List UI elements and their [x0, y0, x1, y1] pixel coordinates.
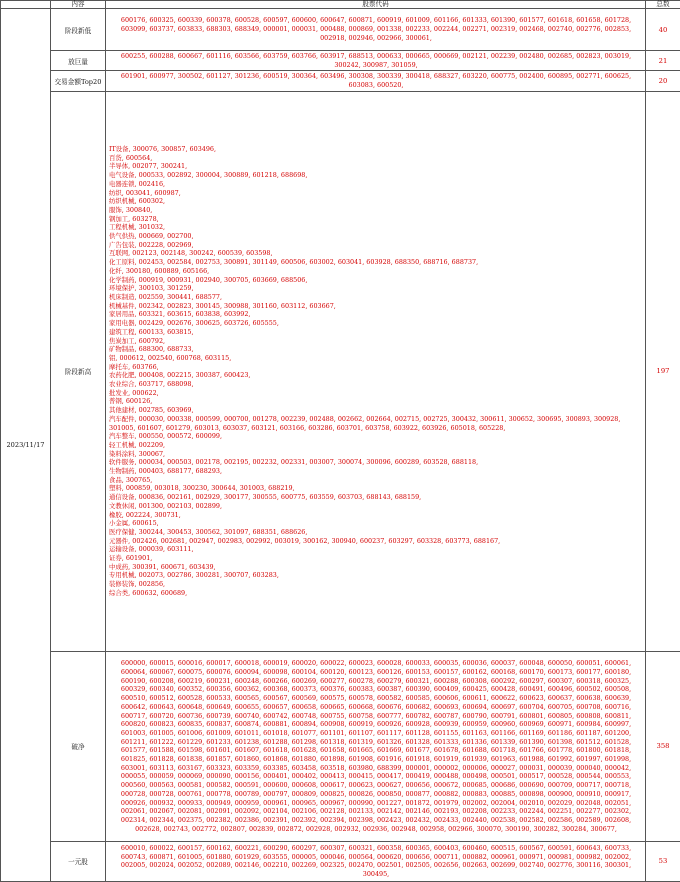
sector-name: 广告包装,	[109, 241, 139, 249]
sector-codes: 600564,	[126, 154, 152, 162]
sector-codes: 002856,	[139, 580, 165, 588]
sector-codes: 000403, 688177, 688293,	[139, 467, 222, 475]
sector-name: 农业综合,	[109, 380, 139, 388]
sector-codes: 002429, 002676, 300625, 603726, 605555,	[139, 319, 279, 327]
sector-entry	[109, 554, 643, 563]
sector-codes: 002453, 002584, 002753, 300891, 301149, 600506, 603002, 603041, 603928, 688350, 688716, 688737,	[139, 258, 478, 266]
sector-codes: 000859, 003018, 300230, 300644, 301003, 688219,	[126, 484, 295, 492]
category-label: 破净	[51, 651, 106, 841]
sector-codes: 600792,	[139, 337, 165, 345]
sector-entry	[109, 223, 643, 232]
sector-codes: 000039, 603111,	[139, 545, 194, 553]
sector-name: 装修装饰,	[109, 580, 139, 588]
sector-entry	[109, 589, 643, 598]
sector-entry	[109, 284, 643, 293]
sector-entry	[109, 415, 643, 432]
sector-name: 普钢,	[109, 397, 126, 405]
sector-entry	[109, 249, 643, 258]
sector-name: 铝,	[109, 354, 119, 362]
sector-name: 综合类,	[109, 589, 132, 597]
sector-name: 建筑工程,	[109, 328, 139, 336]
header-category: 内容	[51, 1, 106, 9]
sector-codes: 000612, 002540, 600768, 603115,	[119, 354, 231, 362]
sector-codes: 300765,	[126, 476, 152, 484]
sector-codes: 000533, 002892, 300004, 300889, 601218, 688698,	[139, 171, 308, 179]
sector-entry	[109, 293, 643, 302]
category-label: 阶段新高	[51, 91, 106, 651]
sector-entry	[109, 310, 643, 319]
sector-entry	[109, 397, 643, 406]
sector-name: 电气设备,	[109, 171, 139, 179]
sector-name: 环境保护,	[109, 284, 139, 292]
sector-codes: 600615,	[132, 519, 158, 527]
sector-name: 工程机械,	[109, 223, 139, 231]
header-date	[1, 1, 51, 9]
sector-codes: 300067,	[139, 450, 165, 458]
sector-codes: 000919, 000931, 002940, 300705, 603669, 688506,	[139, 276, 308, 284]
sector-entry	[109, 580, 643, 589]
sector-entry	[109, 545, 643, 554]
sector-entry	[109, 467, 643, 476]
total-count: 21	[646, 51, 680, 71]
header-codes: 股票代码	[106, 1, 646, 9]
sector-entry	[109, 354, 643, 363]
sector-name: 塑料,	[109, 484, 126, 492]
sector-codes: 000669, 002700,	[139, 232, 194, 240]
sector-name: 纺织机械,	[109, 197, 139, 205]
sector-name: 小金属,	[109, 519, 132, 527]
sector-codes: 002123, 002148, 300242, 600539, 603598,	[132, 249, 272, 257]
sector-name: 运输设备,	[109, 545, 139, 553]
sector-entry	[109, 371, 643, 380]
category-label: 阶段新低	[51, 9, 106, 51]
sector-codes: 300244, 300453, 300562, 301097, 688351, 688626,	[139, 528, 308, 536]
sector-codes: 600126,	[126, 397, 152, 405]
sector-name: 轻工机械,	[109, 441, 139, 449]
sector-entry	[109, 363, 643, 372]
sector-codes: 600133, 603815,	[139, 328, 194, 336]
table-row	[1, 91, 680, 651]
sector-name: 通信设备,	[109, 493, 139, 501]
sector-entry	[109, 319, 643, 328]
sector-entry	[109, 328, 643, 337]
sector-name: 橡胶,	[109, 511, 126, 519]
sector-name: 元器件,	[109, 537, 132, 545]
stock-codes: 600176, 600325, 600339, 600378, 600528, 600597, 600600, 600647, 600871, 600919, 601009, 601166, 601333, 601390, 601577, 601618, 601658, 601728, 603099, 603737, 603833, 688303, 688349, 000001, 000031, 000488, 000869, 001338, 002233, 002244, 002271, 002319, 002468, 002740, 002776, 002853, 002918, 002946, 002966, 300061,	[106, 9, 646, 51]
sector-entry	[109, 441, 643, 450]
sector-name: 家居用品,	[109, 310, 139, 318]
table-row	[1, 651, 680, 841]
sector-name: 百货,	[109, 154, 126, 162]
sector-name: 软件服务,	[109, 458, 139, 466]
total-count: 358	[646, 651, 680, 841]
sector-name: 矿物制品,	[109, 345, 139, 353]
sector-name: 汽车整车,	[109, 432, 139, 440]
sector-codes: 002228, 002969,	[139, 241, 194, 249]
sector-codes: 603717, 688098,	[139, 380, 194, 388]
sector-name: 批发业,	[109, 389, 132, 397]
sector-name: 化纤,	[109, 267, 126, 275]
sector-codes: 000034, 000503, 002178, 002195, 002232, 002331, 003007, 300074, 300096, 600289, 603528, 688118,	[139, 458, 478, 466]
category-label: 一元股	[51, 841, 106, 881]
sector-name: 汽车配件,	[109, 415, 139, 423]
sector-entry	[109, 458, 643, 467]
sector-name: 钢加工,	[109, 215, 132, 223]
sector-codes: 002209,	[139, 441, 165, 449]
table-row	[1, 51, 680, 71]
sector-entry	[109, 276, 643, 285]
sector-codes: 002342, 002823, 300145, 300988, 301160, 603112, 603667,	[139, 302, 336, 310]
sector-entry	[109, 432, 643, 441]
sector-entry	[109, 258, 643, 267]
sector-codes: 300391, 600671, 603439,	[132, 563, 215, 571]
sector-entry	[109, 380, 643, 389]
sector-name: 机床制造,	[109, 293, 139, 301]
sector-name: 专用机械,	[109, 571, 139, 579]
sector-codes: 600632, 600689,	[132, 589, 187, 597]
sector-name: 家用电器,	[109, 319, 139, 327]
sector-codes: 002416,	[139, 180, 165, 188]
sector-codes: 603278,	[132, 215, 158, 223]
sector-entry	[109, 267, 643, 276]
sector-codes: 000030, 000338, 000599, 000700, 001278, 002239, 002488, 002662, 002664, 002715, 002725, 300432, 300611, 300652, 300695, 300893, 300928, 301005, 601607, 601279, 603013, 603037, 603121, 603166, 603286, 603701, 603758, 603922, 603926, 605018, 605228,	[109, 415, 620, 432]
sector-entry	[109, 511, 643, 520]
sector-name: 其他建材,	[109, 406, 139, 414]
sector-name: 服饰,	[109, 206, 126, 214]
sector-codes: 601901,	[126, 554, 152, 562]
sector-entry	[109, 502, 643, 511]
stock-codes: 600010, 600022, 600157, 600162, 600221, 600290, 600297, 600307, 600321, 600358, 600365, 600403, 600460, 600515, 600567, 600591, 600643, 600733, 600743, 600871, 601005, 601880, 601929, 603555, 000005, 000046, 000564, 000620, 000656, 000711, 000882, 000961, 000971, 000981, 000982, 002002, 002005, 002024, 002052, 002089, 002146, 002210, 002269, 002325, 002470, 002501, 002505, 002656, 002663, 002699, 002740, 002776, 300116, 300301, 300495,	[106, 841, 646, 881]
sector-codes: 000550, 000572, 600099,	[139, 432, 222, 440]
sector-codes: 001300, 002103, 002899,	[139, 502, 222, 510]
sector-name: 摩托车,	[109, 363, 132, 371]
sector-name: 染料涂料,	[109, 450, 139, 458]
sector-entry	[109, 406, 643, 415]
sector-codes: 600302,	[139, 197, 165, 205]
sector-entry	[109, 162, 643, 171]
sector-entry	[109, 519, 643, 528]
sector-entry	[109, 145, 643, 154]
total-count: 197	[646, 91, 680, 651]
sector-name: 化学制药,	[109, 276, 139, 284]
sector-codes: 301032,	[139, 223, 165, 231]
sector-name: 机械基件,	[109, 302, 139, 310]
sector-codes: 002224, 300731,	[126, 511, 181, 519]
sector-name: 电器连锁,	[109, 180, 139, 188]
sector-codes: 000622,	[132, 389, 158, 397]
sector-entry	[109, 206, 643, 215]
sector-name: 文教休闲,	[109, 502, 139, 510]
stock-codes: 600255, 600288, 600667, 601116, 603566, 603759, 603766, 603917, 688513, 000633, 000665, 000669, 002121, 002239, 002480, 002685, 002823, 003019, 300242, 300987, 301059,	[106, 51, 646, 71]
sector-name: 生物制药,	[109, 467, 139, 475]
sector-entry	[109, 528, 643, 537]
report-date: 2023/11/17	[1, 9, 51, 882]
sector-codes: 000836, 002161, 002929, 300177, 300555, 600775, 603559, 603703, 688143, 688159,	[139, 493, 422, 501]
sector-codes: 003041, 600987,	[126, 189, 181, 197]
sector-name: 互联网,	[109, 249, 132, 257]
sector-entry	[109, 197, 643, 206]
sector-entry	[109, 493, 643, 502]
sector-name: IT设备,	[109, 145, 133, 153]
sector-entry	[109, 189, 643, 198]
stock-codes: 600000, 600015, 600016, 600017, 600018, 600019, 600020, 600022, 600023, 600028, 600033, 600035, 600036, 600037, 600048, 600050, 600051, 600061, 600064, 600067, 600075, 600076, 600094, 600098, 600104, 600120, 600123, 600126, 600153, 600157, 600162, 600168, 600170, 600173, 600177, 600180, 600190, 600208, 600219, 600231, 600248, 600266, 600269, 600277, 600278, 600279, 600321, 600288, 600308, 600292, 600297, 600307, 600318, 600325, 600329, 600340, 600352, 600356, 600362, 600368, 600373, 600376, 600383, 600387, 600390, 600409, 600425, 600428, 600491, 600496, 600502, 600508, 600510, 600512, 600528, 600533, 600565, 600567, 600569, 600575, 600578, 600582, 600585, 600606, 600611, 600622, 600623, 600637, 600638, 600639, 600642, 600643, 600648, 600649, 600655, 600657, 600658, 600665, 600668, 600676, 600682, 600693, 600694, 600697, 600704, 600705, 600708, 600716, 600717, 600720, 600736, 600739, 600740, 600742, 600748, 600755, 600758, 600777, 600782, 600787, 600790, 600791, 600801, 600805, 600808, 600811, 600820, 600823, 600835, 600837, 600874, 600881, 600894, 600908, 600919, 600926, 600928, 600939, 600959, 600960, 600969, 600971, 600984, 600997, 601003, 601005, 601006, 601009, 601011, 601018, 601077, 601101, 601107, 601117, 601128, 601155, 601163, 601166, 601169, 601186, 601187, 601200, 601211, 601222, 601229, 601233, 601238, 601288, 601298, 601318, 601319, 601326, 601328, 601333, 601336, 601339, 601390, 601398, 601512, 601528, 601577, 601588, 601598, 601601, 601607, 601618, 601628, 601658, 601665, 601669, 601677, 601678, 601688, 601718, 601766, 601778, 601800, 601818, 601825, 601828, 601838, 601857, 601860, 601868, 601880, 601898, 601908, 601916, 601918, 601919, 601939, 601963, 601988, 601992, 601997, 601998, 603001, 603113, 603167, 603323, 603359, 603385, 603458, 603518, 603980, 688399, 000001, 000002, 000006, 000027, 000031, 000039, 000040, 000042, 000055, 000059, 000069, 000090, 000156, 000401, 000402, 000413, 000415, 000417, 000419, 000488, 000498, 000501, 000517, 000528, 000544, 000553, 000560, 000563, 000581, 000582, 000591, 000600, 000608, 000617, 000623, 000627, 000656, 000672, 000685, 000686, 000690, 000709, 000717, 000718, 000728, 000728, 000761, 000778, 000789, 000797, 000809, 000825, 000826, 000850, 000877, 000882, 000883, 000885, 000898, 000900, 000910, 000917, 000926, 000932, 000933, 000949, 000959, 000961, 000965, 000967, 000990, 001227, 001872, 001979, 002002, 002004, 002010, 002029, 002048, 002051, 002061, 002067, 002081, 002091, 002092, 002104, 002106, 002128, 002133, 002142, 002146, 002193, 002208, 002233, 002244, 002251, 002277, 002302, 002314, 002344, 002375, 002382, 002386, 002391, 002392, 002394, 002398, 002423, 002432, 002433, 002440, 002538, 002582, 002586, 002589, 002608, 002628, 002743, 002772, 002807, 002839, 002872, 002928, 002932, 002936, 002948, 002958, 002966, 300070, 300190, 300282, 300284, 300677,	[106, 651, 646, 841]
sector-entry	[109, 232, 643, 241]
sector-codes: 000408, 002215, 300387, 600423,	[139, 371, 251, 379]
header-row	[1, 1, 680, 9]
sector-name: 中成药,	[109, 563, 132, 571]
sector-entry	[109, 171, 643, 180]
table-row	[1, 71, 680, 91]
sector-name: 证券,	[109, 554, 126, 562]
category-label: 交易金额Top20	[51, 71, 106, 91]
total-count: 53	[646, 841, 680, 881]
sector-codes: 002559, 300441, 688577,	[139, 293, 222, 301]
sector-name: 焦炭加工,	[109, 337, 139, 345]
total-count: 20	[646, 71, 680, 91]
sector-entry	[109, 180, 643, 189]
sector-entry	[109, 345, 643, 354]
total-count: 40	[646, 9, 680, 51]
sector-container	[109, 145, 643, 598]
sector-name: 供气供热,	[109, 232, 139, 240]
sector-entry	[109, 389, 643, 398]
sector-codes: 300180, 600889, 605166,	[126, 267, 209, 275]
sector-codes: 300103, 301259,	[139, 284, 194, 292]
sector-name: 半导体,	[109, 162, 132, 170]
table-row	[1, 841, 680, 881]
sector-name: 食品,	[109, 476, 126, 484]
sector-entry	[109, 484, 643, 493]
sector-codes: 002073, 002786, 300281, 300707, 603283,	[139, 571, 279, 579]
sector-name: 农药化肥,	[109, 371, 139, 379]
category-label: 放巨量	[51, 51, 106, 71]
header-total: 总数	[646, 1, 680, 9]
sector-entry	[109, 571, 643, 580]
table-row	[1, 9, 680, 51]
sector-name: 化工原料,	[109, 258, 139, 266]
sector-entry	[109, 215, 643, 224]
sector-codes: 002077, 300241,	[132, 162, 187, 170]
sector-codes: 002785, 603969,	[139, 406, 194, 414]
sector-name: 医疗保健,	[109, 528, 139, 536]
sector-codes: 300840,	[126, 206, 152, 214]
sector-codes: 603321, 603615, 603838, 603992,	[139, 310, 251, 318]
sector-codes: 300076, 300857, 603496,	[133, 145, 216, 153]
sector-entry	[109, 154, 643, 163]
stock-codes: 601901, 600977, 300502, 601127, 301236, 600519, 300364, 603496, 300308, 300339, 300418, 688327, 603220, 600775, 002400, 600895, 002771, 600625, 603083, 600520,	[106, 71, 646, 91]
sector-codes: 603766,	[132, 363, 158, 371]
sector-list	[106, 91, 646, 651]
sector-codes: 688300, 688733,	[139, 345, 194, 353]
sector-entry	[109, 337, 643, 346]
sector-name: 纺织,	[109, 189, 126, 197]
sector-codes: 002426, 002681, 002947, 002983, 002992, 003019, 300162, 300940, 600237, 603297, 603328, 603773, 688167,	[132, 537, 500, 545]
